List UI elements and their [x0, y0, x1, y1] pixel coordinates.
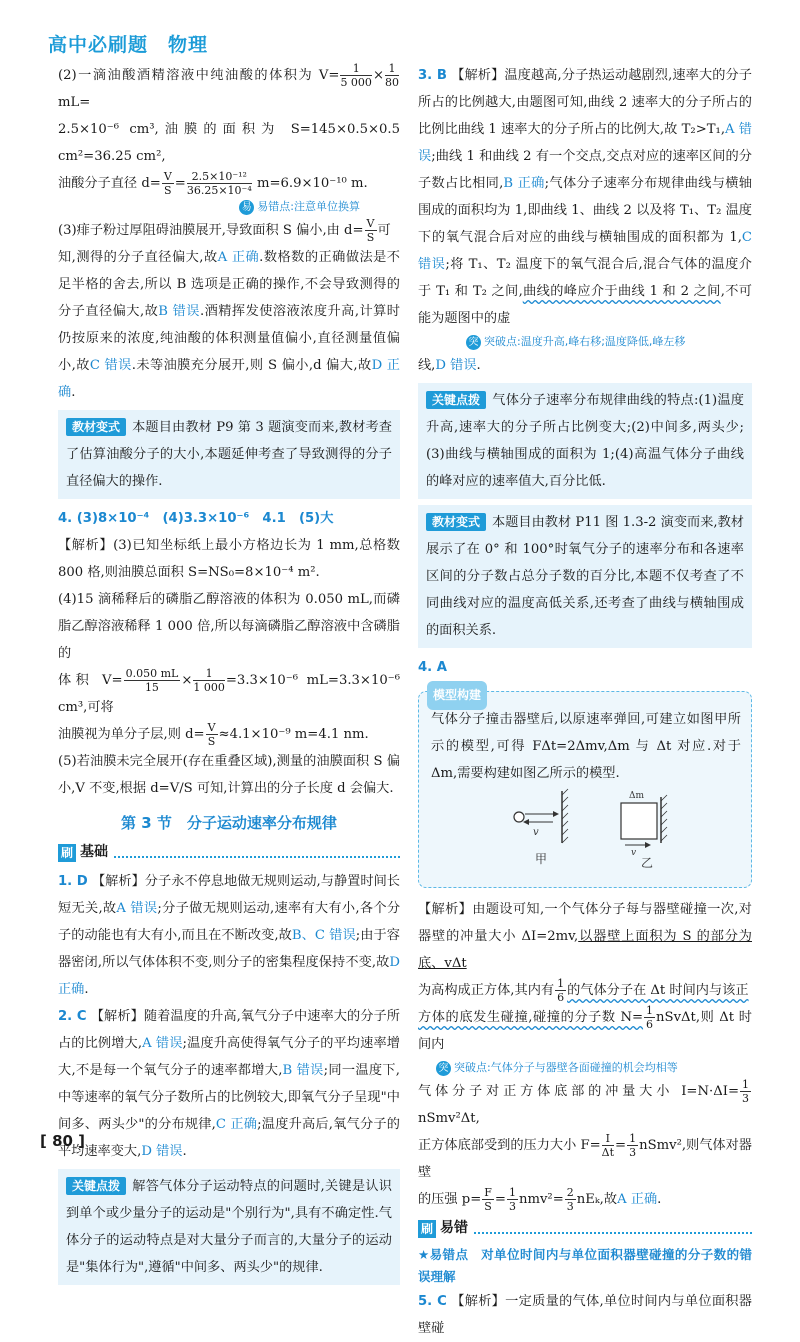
paragraph: (2)一滴油酸酒精溶液中纯油酸的体积为 V= $\frac{1}{5 000}$ × $\frac{1}{80}$ mL= — [58, 62, 399, 110]
model-figure — [431, 787, 731, 869]
page-header: 高中必刷题 物理 — [48, 34, 209, 56]
easy-error-note: 易 易错点:注意单位换算 — [239, 200, 360, 213]
breakthrough-note: 突 突破点:气体分子与器壁各面碰撞的机会均相等 — [436, 1061, 678, 1074]
paragraph: (4)15 滴稀释后的磷脂乙醇溶液的体积为 0.050 mL,而磷脂乙醇溶液稀释 1 000 倍,所以每滴磷脂乙醇溶液中含磷脂的 — [58, 592, 400, 661]
paragraph: 油酸分子直径 d= $\frac{V}{S}$ = $\frac{\text{2.5×10⁻¹²}}{\text{36.25×10⁻⁴}}$ m=6.9×10⁻¹⁰ m. — [58, 170, 368, 197]
paragraph: 油膜视为单分子层,则 d= $\frac{V}{S}$ ≈4.1×10⁻⁹ m=4.1 nm. — [58, 721, 369, 748]
question-1: 1. D 【解析】分子永不停息地做无规则运动,与静置时间长短无关,故A 错误;分子做无规则运动,速率有大有小,各个分子的动能也有大有小,而且在不断改变,故B、C 错误;由于容器密闭,所以气体体积不变,则分子的密集程度保持不变,故D 正确. — [58, 874, 401, 997]
paragraph: 体积 V= $\frac{0.050 mL}{15}$ × $\frac{1}{1 000}$ =3.3×10⁻⁶ mL=3.3×10⁻⁶ cm³,可将 — [58, 667, 401, 715]
question-3: 3. B 【解析】温度越高,分子热运动越剧烈,速率大的分子所占的比例越大,由题图可知,曲线 2 速率大的分子所占的比例比曲线 1 速率大的分子所占的比例大,故 T₂>T₁,A 错误;曲线 1 和曲线 2 有一个交点,交点对应的速率区间的分子数占比相同,B 正确;气体分子速率分布规律曲线与横轴围成的面积均为 1,即曲线 1、曲线 2 以及将 T₁、T₂ 温度下的氧气混合后对应的曲线与横轴围成的面积都为 1,C 错误;将 T₁、T₂ 温度下的氧气混合后,混合气体的温度介于 T₁ 和 T₂ 之间,曲线的峰应介于曲线 1 和 2 之间,不可能为题图中的虚 — [418, 68, 752, 326]
note-row — [428, 1058, 752, 1078]
question-2: 2. C 【解析】随着温度的升高,氧气分子中速率大的分子所占的比例增大,A 错误;温度升高使得氧气分子的平均速率增大,不是每一个氧气分子的速率都增大,B 错误;同一温度下,中等速率的氧气分子数所占的比例较大,即氧气分子呈现"中间多、两头少"的分布规律,C 正确;温度升高后,氧气分子的平均速率变大,D 错误. — [58, 1009, 400, 1159]
subhead-basic: 刷 基础 — [58, 839, 400, 866]
delta-m-label: Δm — [629, 791, 645, 801]
textbook-variation-box: 教材变式 本题目由教材 P11 图 1.3-2 演变而来,教材展示了在 0° 和 100°时氧气分子的速率分布和各速率区间的分子数占总分子数的百分比,本题不仅考查了不同曲线对应的温度高低关系,还考查了曲线与横轴围成的面积关系. — [418, 505, 752, 648]
paragraph: 气体分子对正方体底部的冲量大小 I=N·ΔI= $\frac{1}{3}$ nSmv²Δt, — [418, 1078, 749, 1126]
brush-icon: 刷 — [418, 1220, 436, 1238]
key-point-box: 关键点拨 气体分子速率分布规律曲线的特点:(1)温度升高,速率大的分子所占比例变大;(2)中间多,两头少;(3)曲线与横轴围成的面积为 1;(4)高温气体分子曲线的峰对应的速率值大,百分比低. — [418, 383, 752, 499]
molecule-icon — [514, 812, 524, 822]
right-column — [418, 62, 752, 1342]
left-column — [58, 62, 400, 1291]
tag-label: 关键点拨 — [66, 1177, 126, 1195]
easy-error-point: ★易错点 对单位时间内与单位面积器壁碰撞的分子数的错误理解 — [418, 1247, 752, 1284]
paragraph: (3)痱子粉过厚阻碍油膜展开,导致面积 S 偏小,由 d= $\frac{V}{S}$ 可 — [58, 217, 391, 244]
figure-jia-label: 甲 — [535, 852, 548, 866]
paragraph: 为高构成正方体,其内有 $\frac{1}{6}$ 的气体分子在 Δt 时间内与该正 — [418, 977, 749, 1004]
velocity-label: v — [631, 848, 637, 858]
note-icon: 易 — [239, 200, 254, 215]
tag-label: 教材变式 — [426, 513, 486, 531]
note-row — [58, 197, 360, 217]
paragraph: 知,测得的分子直径偏大,故A 正确.数格数的正确做法是不足半格的舍去,所以 B 选项是正确的操作,不会导致测得的分子直径偏大,故B 错误.酒精挥发使溶液浓度升高,计算时仍按原来的浓度,纯油酸的体积测量值偏小,直径测量值偏小,故C 错误.未等油膜充分展开,则 S 偏小,d 偏大,故D 正确. — [58, 250, 400, 400]
tag-label: 教材变式 — [66, 418, 126, 436]
cube-shape — [621, 803, 657, 839]
note-icon: 突 — [436, 1061, 451, 1076]
model-box — [418, 688, 752, 888]
paragraph: 方体的底发生碰撞,碰撞的分子数 N= $\frac{1}{6}$ nSvΔt,则 Δt 时间内 — [418, 1004, 752, 1052]
paragraph: 的压强 p= $\frac{F}{S}$ = $\frac{1}{3}$ nmv²= $\frac{2}{3}$ nEₖ,故A 正确. — [418, 1186, 662, 1213]
paragraph: 线,D 错误. — [418, 358, 481, 373]
velocity-label: v — [533, 827, 539, 838]
paragraph: 【解析】(3)已知坐标纸上最小方格边长为 1 mm,总格数 800 格,则油膜总面积 S=NS₀=8×10⁻⁴ m². — [58, 538, 400, 580]
question-4-answer: 4. (3)8×10⁻⁴ (4)3.3×10⁻⁶ 4.1 (5)大 — [58, 511, 334, 526]
key-point-box: 关键点拨 解答气体分子运动特点的问题时,关键是认识到单个或少量分子的运动是"个别行为",具有不确定性.气体分子的运动特点是对大量分子而言的,大量分子的运动是"集体行为",遵循"中间多、两头少"的规律. — [58, 1169, 400, 1285]
figure-yi-label: 乙 — [641, 856, 654, 869]
model-tag: 模型构建 — [427, 681, 487, 710]
paragraph: 【解析】由题设可知,一个气体分子每与器壁碰撞一次,对器壁的冲量大小 ΔI=2mv,以器壁上面积为 S 的部分为底、vΔt — [418, 902, 752, 971]
question-5: 5. C 【解析】一定质量的气体,单位时间内与单位面积器壁碰 — [418, 1294, 752, 1336]
breakthrough-note: 突 突破点:温度升高,峰右移;温度降低,峰左移 — [466, 335, 685, 348]
note-row — [458, 332, 752, 352]
model-text: 气体分子撞击器壁后,以原速率弹回,可建立如图甲所示的模型,可得 FΔt=2Δmv,Δm 与 Δt 对应.对于 Δm,需要构建如图乙所示的模型. — [431, 712, 741, 781]
note-icon: 突 — [466, 335, 481, 350]
page-number: [ 80 ] — [40, 1132, 86, 1150]
brush-icon: 刷 — [58, 844, 76, 862]
paragraph: 正方体底部受到的压力大小 F= $\frac{I}{\Delta t}$ = $\frac{1}{3}$ nSmv²,则气体对器壁 — [418, 1132, 752, 1180]
paragraph: 2.5×10⁻⁶ cm³,油膜的面积为 S=145×0.5×0.5 cm²=36.25 cm², — [58, 122, 400, 164]
section-title: 第 3 节 分子运动速率分布规律 — [121, 814, 337, 832]
tag-label: 关键点拨 — [426, 391, 486, 409]
paragraph: (5)若油膜未完全展开(存在重叠区域),测量的油膜面积 S 偏小,V 不变,根据 d=V/S 可知,计算出的分子长度 d 会偏大. — [58, 754, 400, 796]
textbook-variation-box: 教材变式 本题目由教材 P9 第 3 题演变而来,教材考查了估算油酸分子的大小,本题延伸考查了导致测得的分子直径偏大的操作. — [58, 410, 400, 499]
subhead-easy-error: 刷 易错 — [418, 1215, 752, 1242]
question-4-answer: 4. A — [418, 660, 447, 675]
